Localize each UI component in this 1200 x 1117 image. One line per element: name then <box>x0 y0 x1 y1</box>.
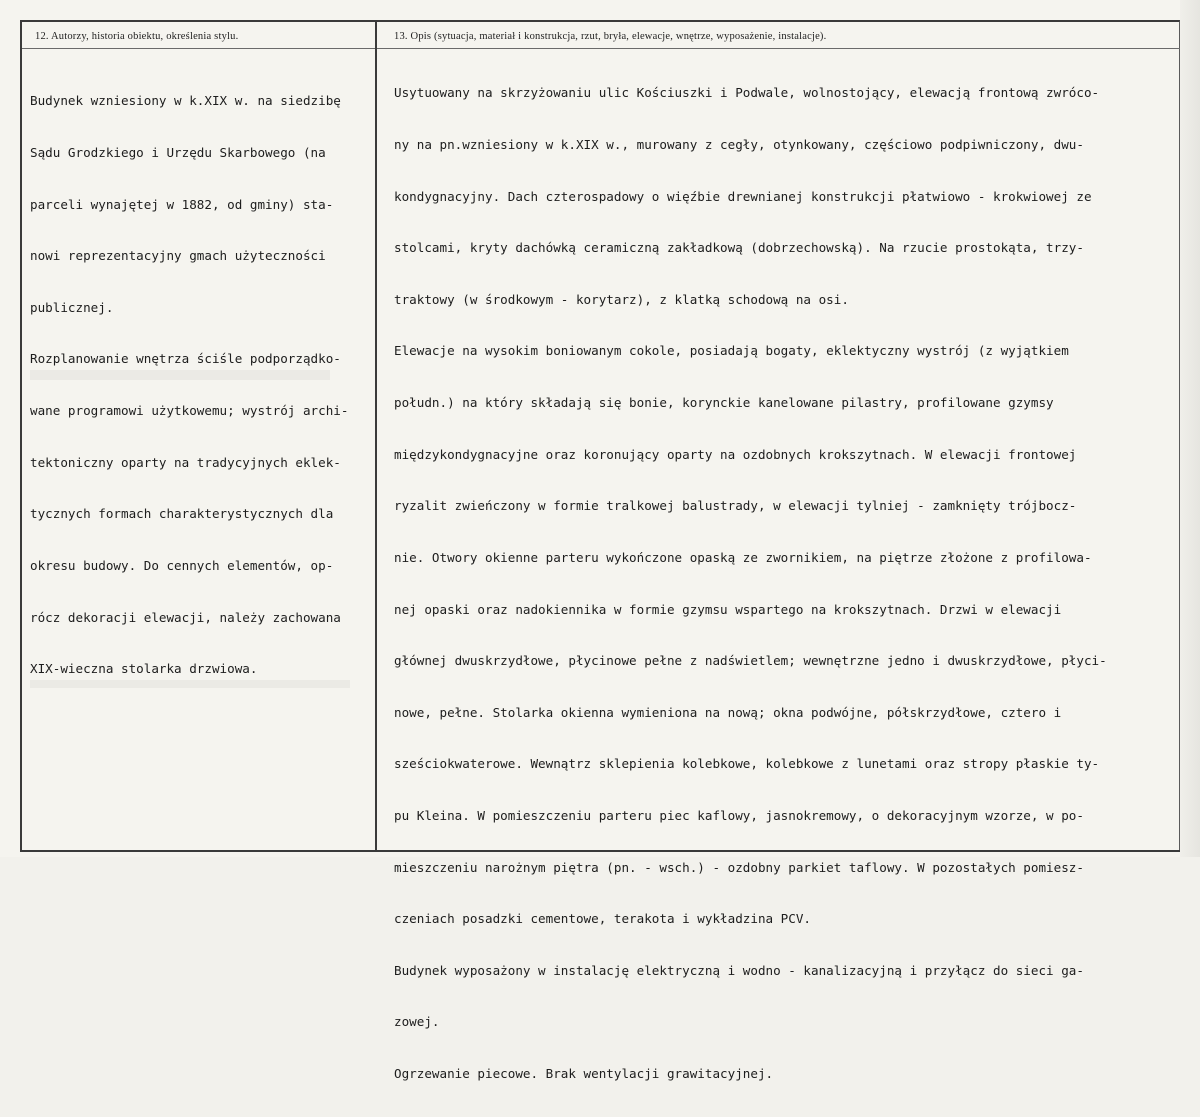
right-header-rule <box>377 48 1180 49</box>
text-line: parceli wynajętej w 1882, od gminy) sta- <box>30 196 334 212</box>
text-line: mieszczeniu narożnym piętra (pn. - wsch.) - ozdobny parkiet taflowy. W pozostałych pomiesz- <box>394 859 1084 875</box>
text-line: kondygnacyjny. Dach czterospadowy o więźbie drewnianej konstrukcji płatwiowo - krokwiowej ze <box>394 188 1092 204</box>
text-line: ny na pn.wzniesiony w k.XIX w., murowany z cegły, otynkowany, częściowo podpiwniczony, dwu- <box>394 137 1084 153</box>
text-line: wane programowi użytkowemu; wystrój archi- <box>30 403 349 419</box>
text-line: Budynek wzniesiony w k.XIX w. na siedzibę <box>30 93 341 109</box>
text-line: XIX-wieczna stolarka drzwiowa. <box>30 661 258 677</box>
text-line: Budynek wyposażony w instalację elektryczną i wodno - kanalizacyjną i przyłącz do sieci ga- <box>394 962 1084 978</box>
text-line: zowej. <box>394 1014 440 1030</box>
left-column-heading: 12. Autorzy, historia obiektu, określenia stylu. <box>35 31 239 42</box>
column-divider <box>375 20 377 852</box>
text-line: pu Kleina. W pomieszczeniu parteru piec kaflowy, jasnokremowy, o dekoracyjnym wzorze, w po- <box>394 807 1084 823</box>
text-line: okresu budowy. Do cennych elementów, op- <box>30 557 334 573</box>
text-line: tycznych formach charakterystycznych dla <box>30 506 334 522</box>
text-line: nej opaski oraz nadokiennika w formie gzymsu wspartego na krokszytnach. Drzwi w elewacji <box>394 601 1062 617</box>
text-line: traktowy (w środkowym - korytarz), z klatką schodową na osi. <box>394 291 849 307</box>
left-column-text <box>30 58 348 712</box>
text-line: głównej dwuskrzydłowe, płycinowe pełne z nadświetlem; wewnętrzne jedno i dwuskrzydłowe, płyci- <box>394 653 1107 669</box>
scan-edge <box>1180 0 1200 857</box>
text-line: rócz dekoracji elewacji, należy zachowana <box>30 609 341 625</box>
text-line: Rozplanowanie wnętrza ściśle podporządko- <box>30 351 341 367</box>
text-line: stolcami, kryty dachówką ceramiczną zakładkową (dobrzechowską). Na rzucie prostokąta, trzy- <box>394 240 1084 256</box>
right-column-heading: 13. Opis (sytuacja, materiał i konstrukcja, rzut, bryła, elewacje, wnętrze, wyposażenie, instalacje). <box>394 31 827 42</box>
text-line: połudn.) na który składają się bonie, korynckie kanelowane pilastry, profilowane gzymsy <box>394 395 1054 411</box>
text-line: Ogrzewanie piecowe. Brak wentylacji grawitacyjnej. <box>394 1065 774 1081</box>
text-line: nowe, pełne. Stolarka okienna wymieniona na nową; okna podwójne, półskrzydłowe, cztero i <box>394 704 1062 720</box>
text-line: Usytuowany na skrzyżowaniu ulic Kościuszki i Podwale, wolnostojący, elewacją frontową zwróco- <box>394 85 1100 101</box>
text-line: ryzalit zwieńczony w formie tralkowej balustrady, w elewacji tylniej - zamknięty trójbocz- <box>394 498 1077 514</box>
text-line: sześciokwaterowe. Wewnątrz sklepienia kolebkowe, kolebkowe z lunetami oraz stropy płaskie ty- <box>394 756 1100 772</box>
text-line: publicznej. <box>30 299 114 315</box>
text-line: nowi reprezentacyjny gmach użyteczności <box>30 248 326 264</box>
text-line: tektoniczny oparty na tradycyjnych eklek- <box>30 454 341 470</box>
text-line: czeniach posadzki cementowe, terakota i wykładzina PCV. <box>394 911 812 927</box>
right-column-text <box>394 50 1107 1117</box>
text-line: Sądu Grodzkiego i Urzędu Skarbowego (na <box>30 145 326 161</box>
text-line: nie. Otwory okienne parteru wykończone opaską ze zwornikiem, na piętrze złożone z profilowa- <box>394 549 1092 565</box>
text-line: Elewacje na wysokim boniowanym cokole, posiadają bogaty, eklektyczny wystrój (z wyjątkiem <box>394 343 1069 359</box>
text-line: międzykondygnacyjne oraz koronujący oparty na ozdobnych krokszytnach. W elewacji frontowej <box>394 446 1077 462</box>
left-header-rule <box>22 48 375 49</box>
